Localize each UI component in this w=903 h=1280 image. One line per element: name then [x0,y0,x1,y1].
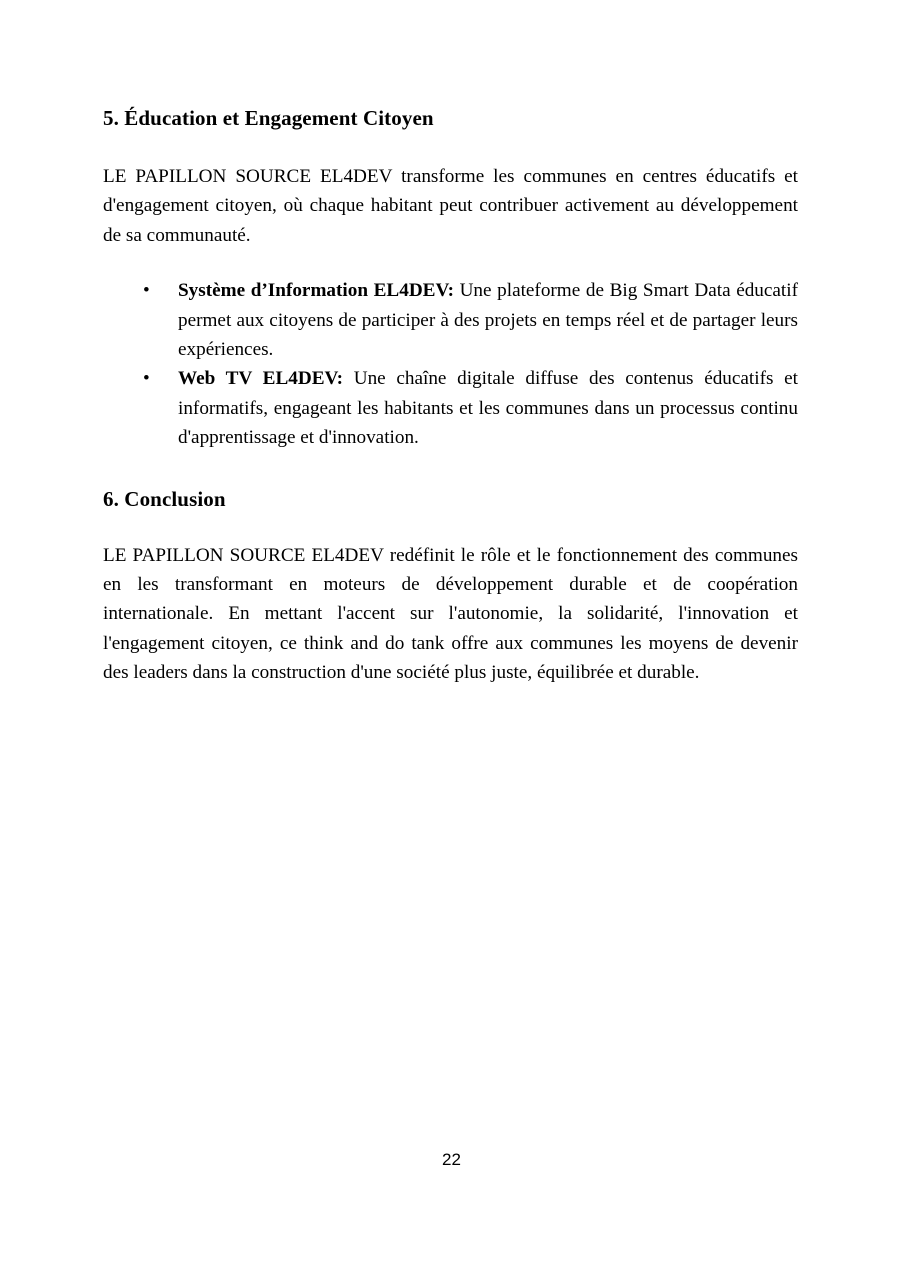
list-item [103,364,798,452]
bullet-point-icon: • [143,368,150,390]
paragraph-conclusion: LE PAPILLON SOURCE EL4DEV redéfinit le rôle et le fonctionnement des communes en les transformant en moteurs de développement durable et de coopération internationale. En mettant l'accent sur l'autonomie, la solidarité, l'innovation et l'engagement citoyen, ce think and do tank offre aux communes les moyens de devenir des leaders dans la construction d'une société plus juste, équilibrée et durable. [103,544,798,684]
list-item-body-text: Une chaîne digitale diffuse des contenus éducatifs et informatifs, engageant les habitants et les communes dans un processus continu d'apprentissage et d'innovation. [178,368,798,449]
section-heading-education: 5. Éducation et Engagement Citoyen [103,106,434,130]
list-item-lead-label: Web TV EL4DEV: [178,368,344,390]
list-item-body-text: Une plateforme de Big Smart Data éducatif permet aux citoyens de participer à des projets en temps réel et de partager leurs expériences. [178,280,798,361]
list-item [103,276,798,364]
education-bullet-list [103,276,798,452]
page-content-column [103,0,798,688]
page-number: 22 [442,1150,461,1169]
section-heading-conclusion: 6. Conclusion [103,486,226,511]
list-item-lead-label: Système d’Information EL4DEV: [178,280,454,302]
bullet-point-icon: • [143,280,150,302]
paragraph-education-intro: LE PAPILLON SOURCE EL4DEV transforme les communes en centres éducatifs et d'engagement citoyen, où chaque habitant peut contribuer activement au développement de sa communauté. [103,166,798,246]
